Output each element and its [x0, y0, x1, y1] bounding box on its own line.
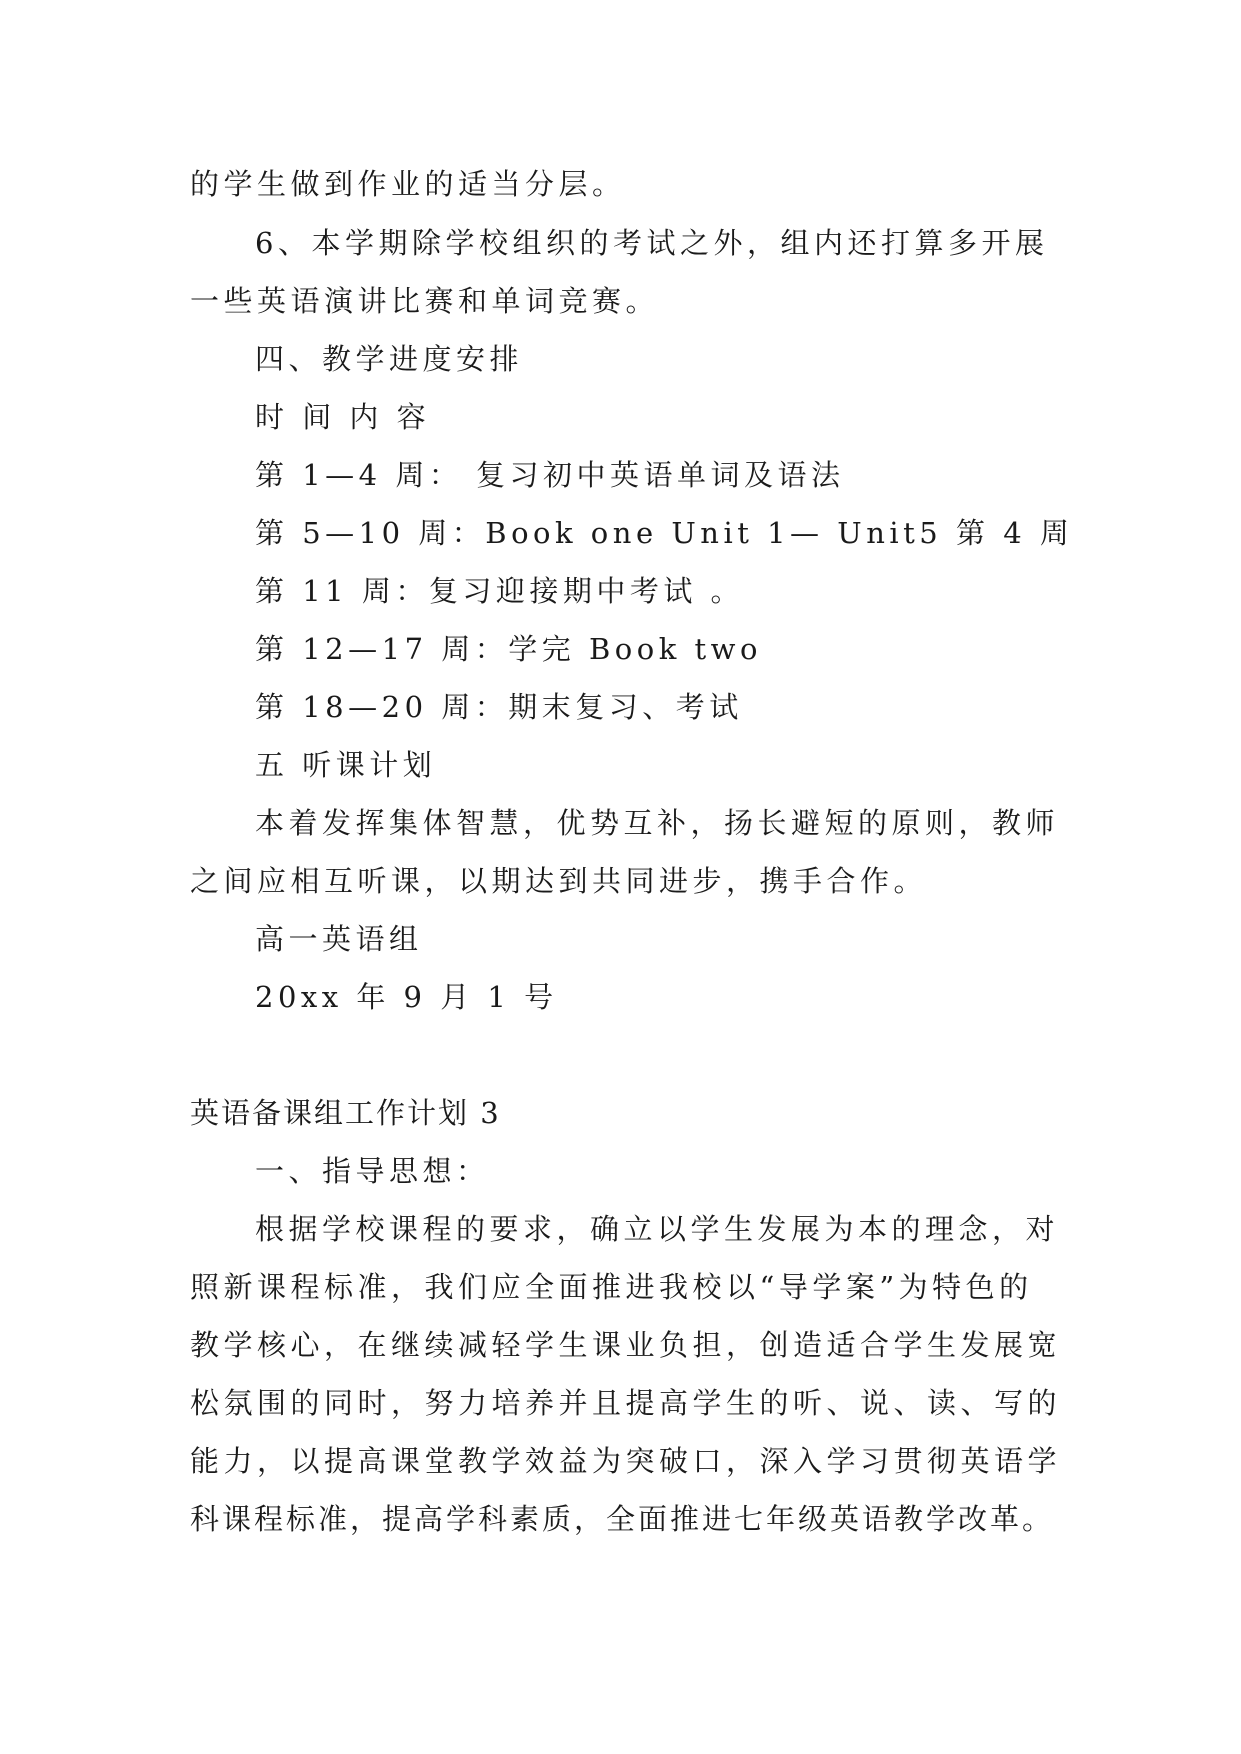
paragraph-line: 一些英语演讲比赛和单词竞赛。	[190, 284, 660, 318]
paragraph-line: 根据学校课程的要求，确立以学生发展为本的理念，对	[255, 1212, 1060, 1246]
paragraph-line: 照新课程标准，我们应全面推进我校以“导学案”为特色的	[190, 1270, 1033, 1304]
section-heading: 一、指导思想：	[255, 1154, 490, 1188]
paragraph-line: 之间应相互听课，以期达到共同进步，携手合作。	[190, 864, 928, 898]
paragraph-line: 能力，以提高课堂教学效益为突破口，深入学习贯彻英语学	[190, 1444, 1062, 1478]
signature-date: 20xx 年 9 月 1 号	[255, 980, 558, 1014]
schedule-row: 第 11 周：复习迎接期中考试 。	[255, 574, 745, 608]
paragraph-line: 教学核心，在继续减轻学生课业负担，创造适合学生发展宽	[190, 1328, 1062, 1362]
schedule-row: 第 1—4 周： 复习初中英语单词及语法	[255, 458, 845, 492]
schedule-row: 第 18—20 周：期末复习、考试	[255, 690, 743, 724]
schedule-row: 第 12—17 周：学完 Book two	[255, 632, 762, 666]
section-heading: 四、教学进度安排	[255, 342, 524, 376]
schedule-row: 第 5—10 周：Book one Unit 1— Unit5 第 4 周	[255, 516, 1074, 550]
schedule-header: 时 间 内 容	[255, 400, 431, 434]
signature-group: 高一英语组	[255, 922, 423, 956]
section-heading: 五 听课计划	[255, 748, 437, 782]
paragraph-line: 科课程标准，提高学科素质，全面推进七年级英语教学改革。	[190, 1502, 1055, 1536]
document-title: 英语备课组工作计划 3	[190, 1096, 501, 1130]
paragraph-line: 本着发挥集体智慧，优势互补，扬长避短的原则，教师	[255, 806, 1060, 840]
paragraph-line: 松氛围的同时，努力培养并且提高学生的听、说、读、写的	[190, 1386, 1062, 1420]
paragraph-line: 6、本学期除学校组织的考试之外，组内还打算多开展	[255, 226, 1049, 260]
paragraph-line: 的学生做到作业的适当分层。	[190, 167, 626, 201]
